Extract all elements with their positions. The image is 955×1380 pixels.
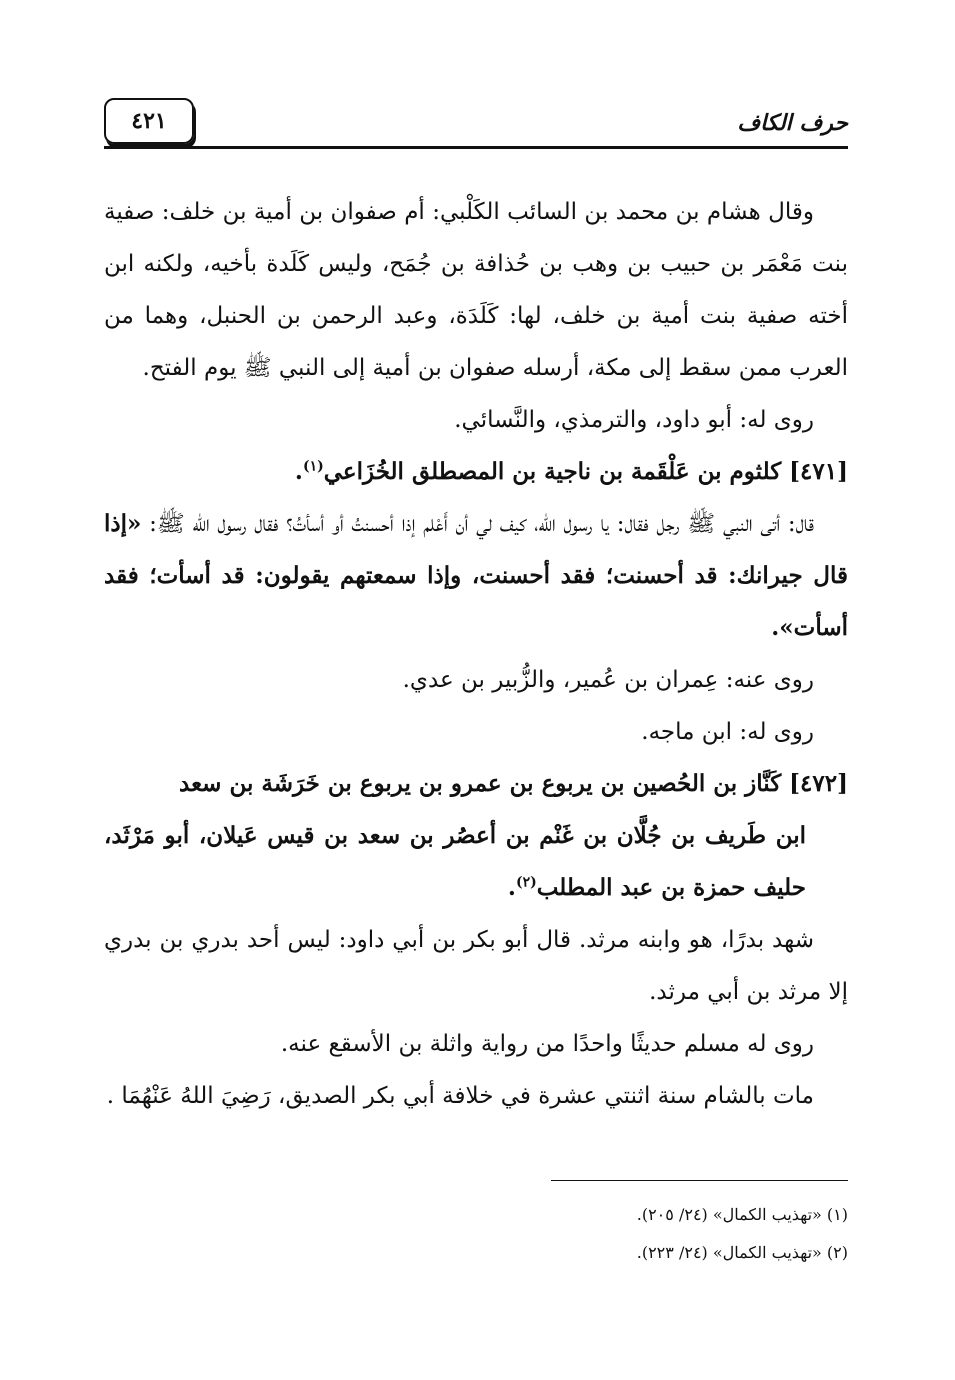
hadith-intro: قال: أتى النبي ﷺ رجل فقال: يا رسول الله، كيف لي أن أَعْلم إذا أحسنتُ أو أسأتُ؟ فقال رسول الله ﷺ:: [141, 511, 814, 537]
paragraph: شهد بدرًا، هو وابنه مرثد. قال أبو بكر بن أبي داود: ليس أحد بدري بن بدري إلا مرثد بن أبي مرثد.: [104, 927, 848, 1005]
footnotes: [104, 1196, 848, 1272]
footnote: (٢) «تهذيب الكمال» (٢٤/ ٢٢٣).: [636, 1243, 848, 1262]
page-header: [104, 96, 848, 148]
entry-title: [٤٧٢] كَنَّاز بن الحُصين بن يربوع بن عمرو بن يربوع بن خَرَشَة بن سعد: [179, 770, 848, 797]
paragraph: روى له: ابن ماجه.: [641, 719, 814, 745]
entry-end: .: [507, 874, 516, 901]
footnote: (١) «تهذيب الكمال» (٢٤/ ٢٠٥).: [636, 1205, 848, 1224]
entry-heading-472: [104, 758, 848, 914]
footnote-ref: (١): [302, 458, 324, 475]
entry-continuation: [104, 810, 848, 914]
paragraph: روى له: أبو داود، والترمذي، والنَّسائي.: [454, 407, 814, 433]
paragraph: روى له مسلم حديثًا واحدًا من رواية واثلة بن الأسقع عنه.: [280, 1031, 814, 1057]
entry-title: [٤٧١] كلثوم بن عَلْقَمة بن ناجية بن المصطلق الخُزَاعي: [323, 458, 848, 485]
hadith-text: «إذا قال جيرانك: قد أحسنت؛ فقد أحسنت، وإذا سمعتهم يقولون: قد أسأت؛ فقد أسأت».: [104, 510, 848, 641]
entry-title-cont: ابن طَريف بن جُلَّان بن غَنْم بن أعصُر بن سعد بن قيس عَيلان، أبو مَرْثَد، حليف حمزة بن عبد المطلب: [104, 822, 806, 901]
footnote-ref: (٢): [515, 874, 537, 891]
footnote-divider: [551, 1180, 848, 1181]
entry-heading-471: [104, 446, 848, 498]
paragraph: مات بالشام سنة اثنتي عشرة في خلافة أبي بكر الصديق، رَضِيَ اللهُ عَنْهُمَا .: [106, 1083, 814, 1109]
hadith-paragraph: [104, 498, 848, 654]
header-rule: [104, 146, 848, 149]
chapter-title: حرف الكاف: [737, 110, 848, 136]
paragraph: وقال هشام بن محمد بن السائب الكَلْبي: أم صفوان بن أمية بن خلف: صفية بنت مَعْمَر بن حبيب بن وهب بن حُذافة بن جُمَح، وليس كَلَدة بأخيه، ولكنه ابن أخته صفية بنت أمية بن خلف، لها: كَلَدَة، وعبد الرحمن بن الحنبل، وهما من العرب ممن سقط إلى مكة، أرسله صفوان بن أمية إلى النبي ﷺ يوم الفتح.: [104, 199, 848, 381]
page-number: ٤٢١: [104, 98, 194, 144]
entry-end: .: [294, 458, 303, 485]
page-body: [104, 186, 848, 1122]
paragraph: روى عنه: عِمران بن عُمير، والزُّبير بن عدي.: [402, 667, 814, 693]
